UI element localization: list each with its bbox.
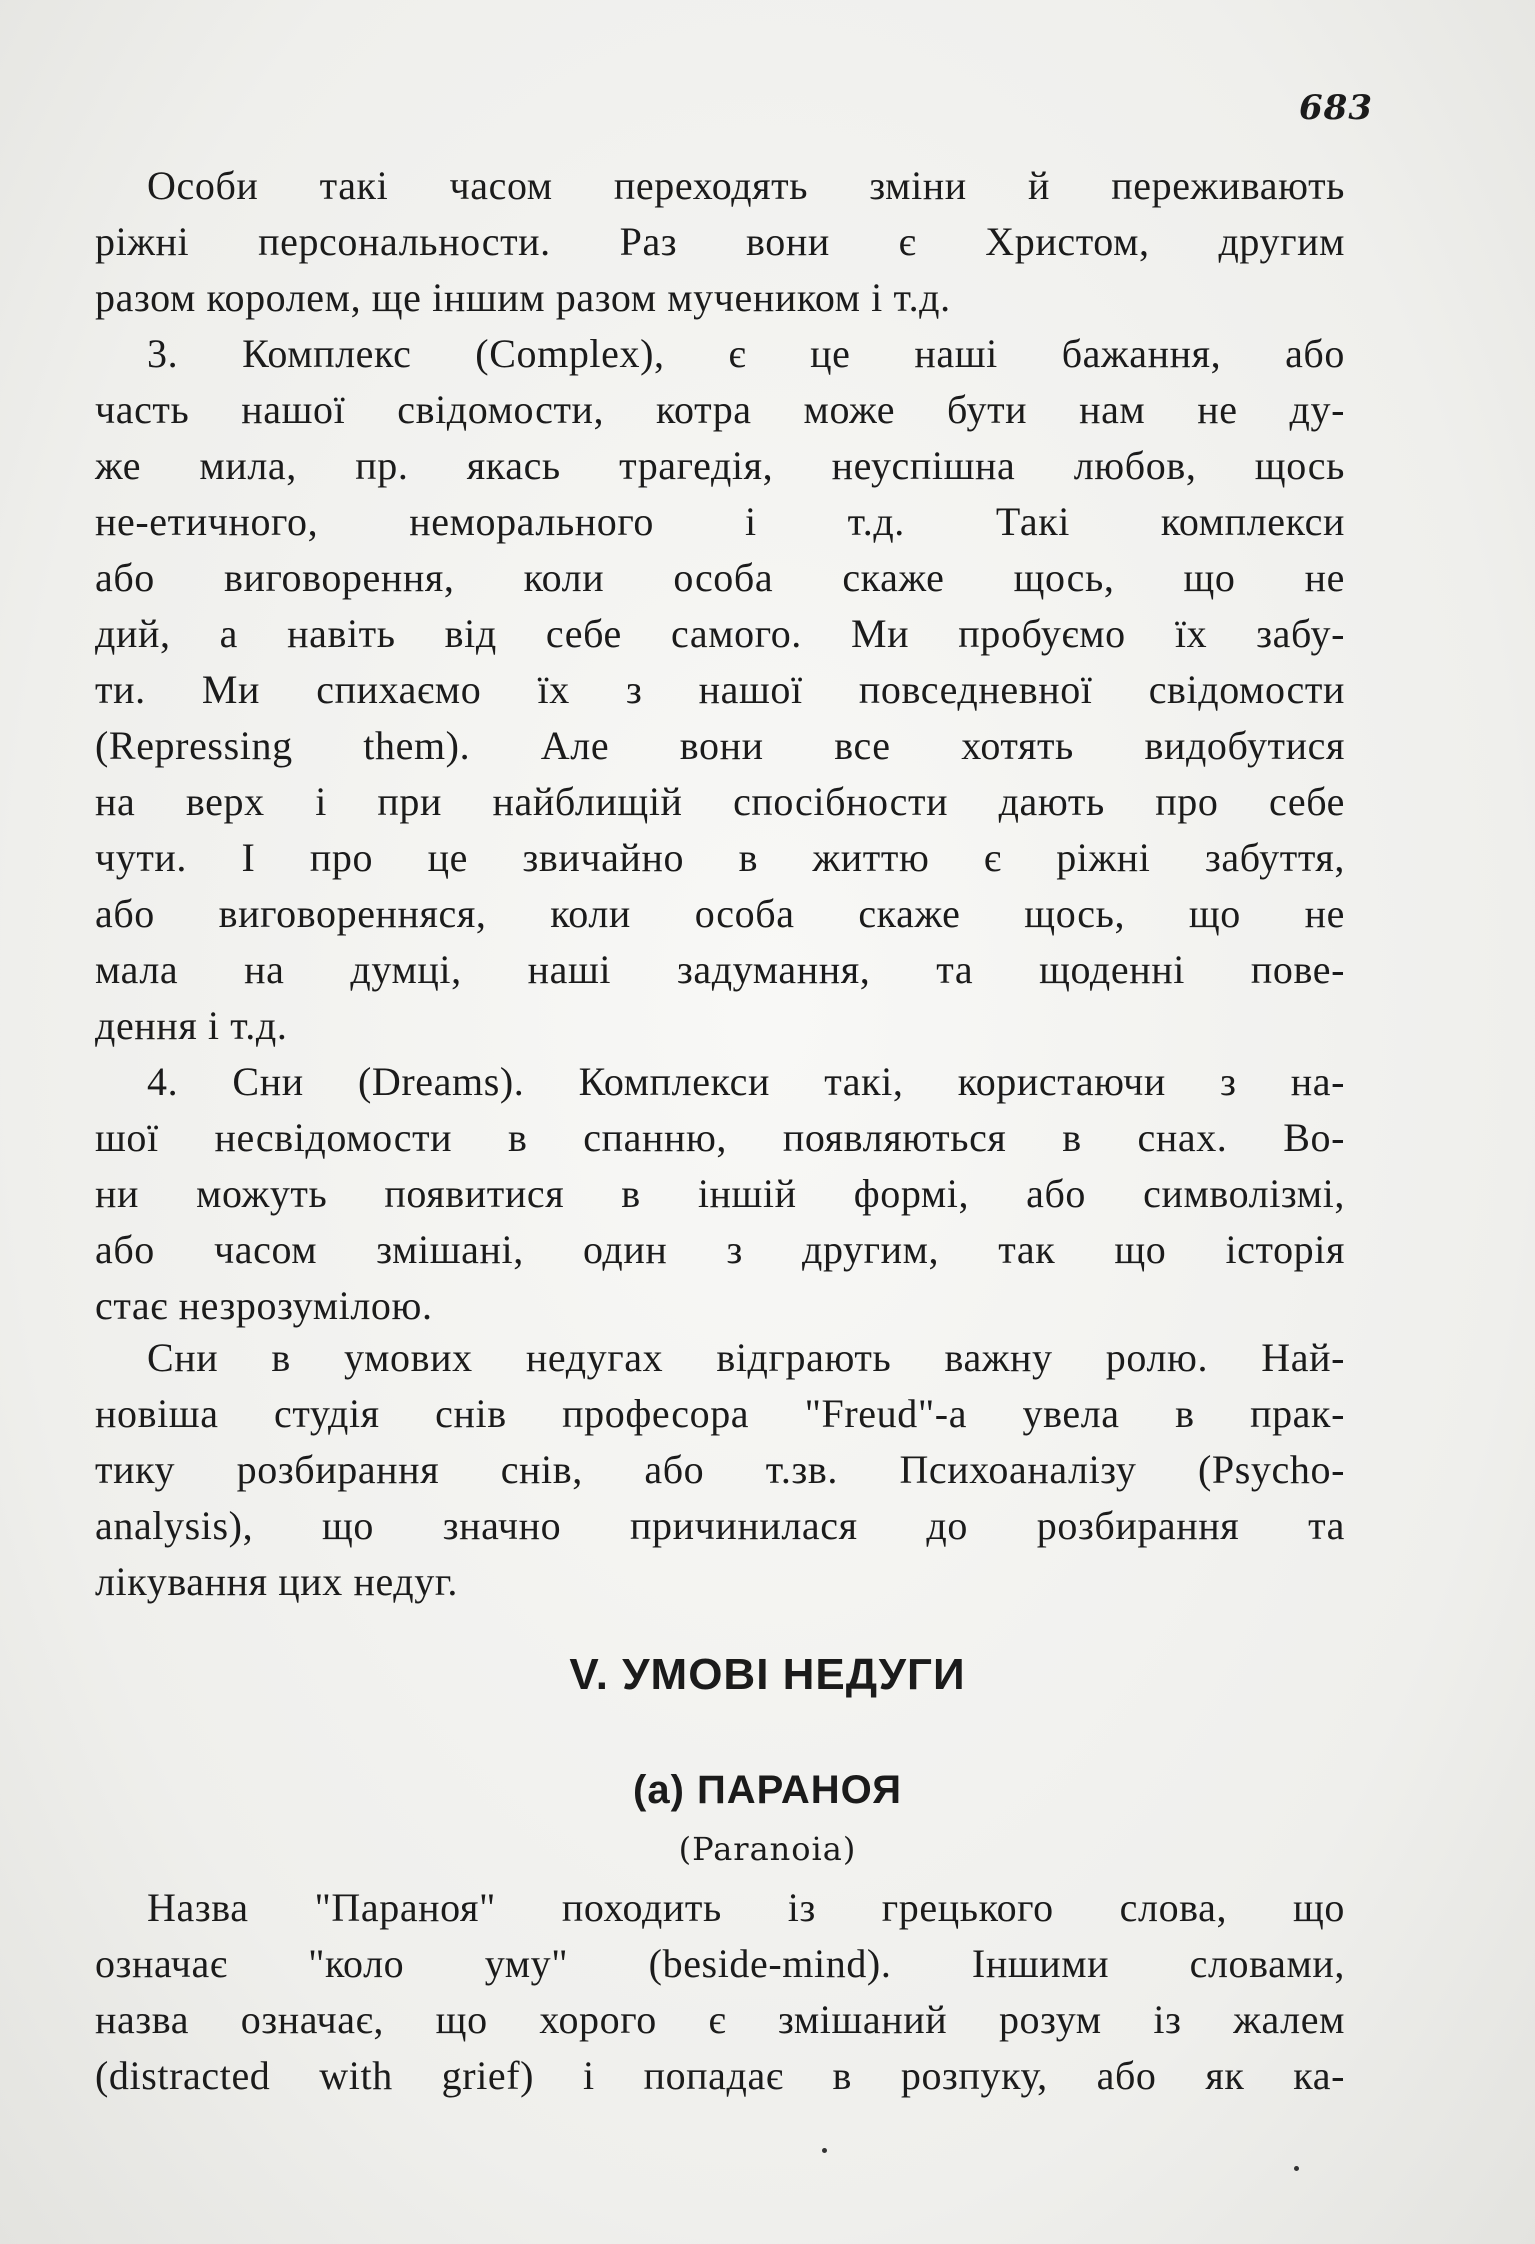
text-line: часть нашої свідомости, котра може бути нам не ду- [95,387,1345,432]
text-line: дий, а навіть від себе самого. Ми пробуємо їх забу- [95,611,1345,656]
section-heading: V. УМОВІ НЕДУГИ [569,1650,966,1699]
text-line: (Repressing them). Але вони все хотять видобутися [95,723,1345,768]
text-line: не-етичного, неморального і т.д. Такі комплекси [95,499,1345,544]
text-line: Назва "Параноя" походить із грецького слова, що [147,1885,1345,1930]
text-line: лікування цих недуг. [95,1559,458,1604]
text-line: дення і т.д. [95,1003,288,1048]
text-line: analysis), що значно причинилася до розбирання та [95,1503,1345,1548]
text-line: або виговорення, коли особа скаже щось, що не [95,555,1345,600]
subsection-latin-name: (Paranoia) [678,1830,857,1868]
paragraph-paranoia [95,1880,1345,2104]
text-line: на верх і при найблищій спосібности дають про себе [95,779,1345,824]
text-line: новіша студія снів професора "Freud"-а увела в прак- [95,1391,1345,1436]
text-line: (distracted with grief) і попадає в розпуку, або як ка- [95,2053,1345,2098]
paragraph-psychoanalysis [95,1330,1345,1610]
text-line: ти. Ми спихаємо їх з нашої повседневної свідомости [95,667,1345,712]
text-line: тику розбирання снів, або т.зв. Психоаналізу (Psycho- [95,1447,1345,1492]
text-line: стає незрозумілою. [95,1283,433,1328]
text-line: ни можуть появитися в іншій формі, або символізмі, [95,1171,1345,1216]
text-line: Сни в умових недугах відграють важну ролю. Най- [147,1335,1345,1380]
text-line: 3. Комплекс (Complex), є це наші бажання, або [147,331,1345,376]
paper-speck [822,2148,827,2153]
text-line: означає "коло уму" (beside-mind). Іншими словами, [95,1941,1345,1986]
paragraph-personalities [95,158,1345,326]
text-line: же мила, пр. якась трагедія, неуспішна любов, щось [95,443,1345,488]
text-line: ріжні персональности. Раз вони є Христом, другим [95,219,1345,264]
text-line: шої несвідомости в спанню, появляються в снах. Во- [95,1115,1345,1160]
text-line: разом королем, ще іншим разом мучеником і т.д. [95,275,951,320]
paragraph-complex [95,326,1345,1054]
subsection-heading: (а) ПАРАНОЯ [633,1768,902,1812]
paper-speck [1294,2166,1299,2171]
text-line: назва означає, що хорого є змішаний розум із жалем [95,1997,1345,2042]
text-line: 4. Сни (Dreams). Комплекси такі, користаючи з на- [147,1059,1345,1104]
page-number: 683 [1299,88,1373,128]
text-line: або часом змішані, один з другим, так що історія [95,1227,1345,1272]
text-line: мала на думці, наші задумання, та щоденні пове- [95,947,1345,992]
text-line: чути. І про це звичайно в життю є ріжні забуття, [95,835,1345,880]
paragraph-dreams [95,1054,1345,1334]
text-line: Особи такі часом переходять зміни й переживають [147,163,1345,208]
text-line: або виговоренняся, коли особа скаже щось, що не [95,891,1345,936]
